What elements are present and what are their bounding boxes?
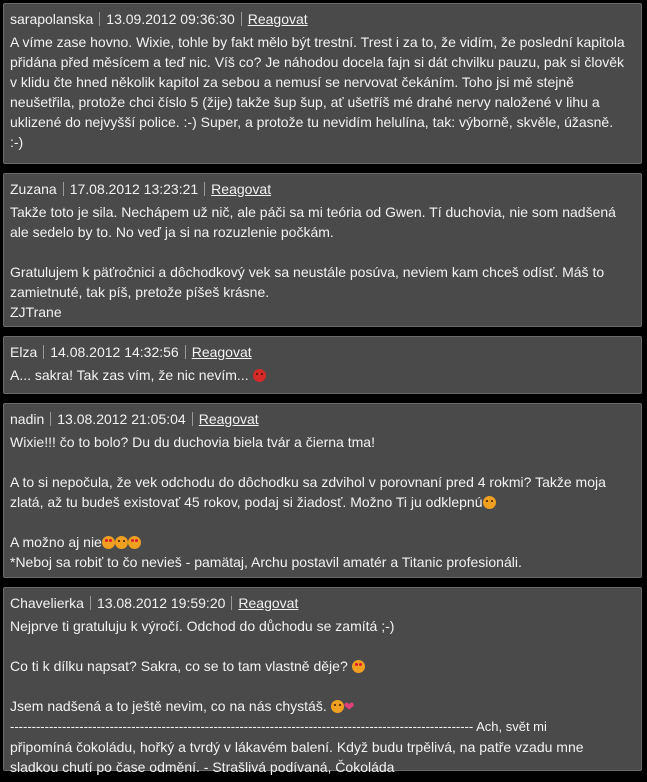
comment-body [10, 202, 635, 322]
comment-body [10, 432, 635, 572]
comment-header [10, 410, 635, 428]
comment-line: v klidu čte hned několik kapitol za sebou a nemusí se nervovat čekáním. Toho jsi mě stejně [10, 74, 574, 90]
comment-line: zamietnuté, tak píš, pretože píšeš krásne. [10, 284, 270, 300]
comment-line [10, 365, 635, 385]
reply-link[interactable]: Reagovat [247, 11, 308, 27]
comment-line: ale sedelo by to. No veď ja si na rozuzlenie počkám. [10, 224, 334, 240]
divider [241, 12, 242, 26]
heart-icon: ❤ [343, 699, 355, 714]
comment-line: *Neboj sa robiť to čo nevieš - pamätaj, Archu postavil amatér a Titanic profesionáli. [10, 554, 522, 570]
divider [43, 345, 44, 359]
comment-author: Chavelierka [10, 595, 84, 611]
comment-line: přidána před měsícem a teď nic. Víš co? Je náhodou docela fajn si dát chvilku pauzu, pak si člověk [10, 54, 625, 70]
comment-line [10, 656, 635, 676]
comment-header [10, 180, 635, 198]
comment-date: 17.08.2012 13:23:21 [69, 181, 199, 197]
comment [3, 587, 642, 775]
divider [90, 596, 91, 610]
comment-line: Gratulujem k päťročnici a dôchodkový vek sa neustále posúva, neviem kam chceš odísť. Máš to [10, 264, 605, 280]
comment-line: Takže toto je sila. Nechápem už nič, ale páči sa mi teória od Gwen. Tí duchovia, nie som nadšená [10, 204, 616, 220]
comment-date: 13.08.2012 19:59:20 [96, 595, 226, 611]
comment-text: Co ti k dílku napsat? Sakra, co se to tam vlastně děje? [10, 658, 348, 674]
cool-smiley-icon [483, 496, 496, 509]
comment-line: neušetřila, protože chci číslo 5 (žije) takže šup šup, ať ušetříš mé drahé nervy naložené v lihu a [10, 94, 600, 110]
comment-line: :-) [10, 134, 24, 150]
comment-line [10, 492, 635, 512]
comment-line: A víme zase hovno. Wixie, tohle by fakt mělo být trestní. Trest i za to, že vidím, že poslední kapitola [10, 34, 625, 50]
comment-author: Elza [10, 344, 38, 360]
divider [63, 182, 64, 196]
comment-text: A... sakra! Tak zas vím, že nic nevím... [10, 367, 249, 383]
reply-link[interactable]: Reagovat [238, 595, 299, 611]
comment-line [10, 532, 635, 552]
blank-line [10, 242, 635, 262]
comment-body [10, 32, 635, 152]
divider [204, 182, 205, 196]
heart-eyes-icon [128, 536, 141, 549]
reply-link[interactable]: Reagovat [198, 411, 259, 427]
blank-line [10, 636, 635, 656]
blank-line [10, 452, 635, 472]
emoticon-icon [253, 369, 266, 382]
comment-line: uklizené do nejvyšší police. :-) Super, a protože tu nevidím helulína, tak: výborně, skvěle, úžasně. [10, 114, 614, 130]
comment [3, 336, 642, 394]
comment-line [10, 696, 635, 717]
comment-text: zlatá, až tu budeš existovať 45 rokov, podaj si žiadosť. Možno Ti ju odklepnú [10, 494, 483, 510]
comment-text: A možno aj nie [10, 534, 102, 550]
divider [192, 412, 193, 426]
comment-line: A to si nepočula, že vek odchodu do dôchodku sa zdvihol v porovnaní pred 4 rokmi? Takže moja [10, 474, 606, 490]
comment-line: připomíná čokoládu, hořký a tvrdý v lákavém balení. Když budu trpělivá, na patře vzadu mne [10, 739, 584, 755]
comment-header [10, 343, 635, 361]
comment-line: sladkou chutí po čase odmění. - Strašlivá podívaná, Čokoláda [10, 759, 395, 775]
comment-author: nadin [10, 411, 45, 427]
comment-body [10, 616, 635, 777]
comment [3, 403, 642, 578]
heart-eyes-icon [102, 536, 115, 549]
comment [3, 173, 642, 327]
comment-line: Nejprve ti gratuluju k výročí. Odchod do důchodu se zamítá ;-) [10, 618, 395, 634]
comment-text: Jsem nadšená a to ještě nevim, co na nás chystáš. [10, 698, 327, 714]
comment-date: 13.09.2012 09:36:30 [106, 11, 235, 27]
comment-line: ZJTrane [10, 304, 62, 320]
divider [50, 412, 51, 426]
comment-date: 14.08.2012 14:32:56 [50, 344, 179, 360]
shocked-smiley-icon [115, 536, 128, 549]
comment-line: Wixie!!! čo to bolo? Du du duchovia biela tvár a čierna tma! [10, 434, 375, 450]
heart-eyes-icon [352, 660, 365, 673]
reply-link[interactable]: Reagovat [211, 181, 272, 197]
comment-author: Zuzana [10, 181, 57, 197]
reply-link[interactable]: Reagovat [191, 344, 252, 360]
divider [99, 12, 100, 26]
divider [231, 596, 232, 610]
comment-header [10, 10, 635, 28]
smiley-icon [331, 700, 344, 713]
comment-body [10, 365, 635, 385]
comment-header [10, 594, 635, 612]
blank-line [10, 676, 635, 696]
comment [3, 3, 642, 164]
divider [185, 345, 186, 359]
comment-date: 13.08.2012 21:05:04 [57, 411, 186, 427]
comment-author: sarapolanska [10, 11, 94, 27]
blank-line [10, 512, 635, 532]
comment-line: ----------------------------------------------------------------------------------------------------------- Ach, svět mi [10, 719, 547, 734]
